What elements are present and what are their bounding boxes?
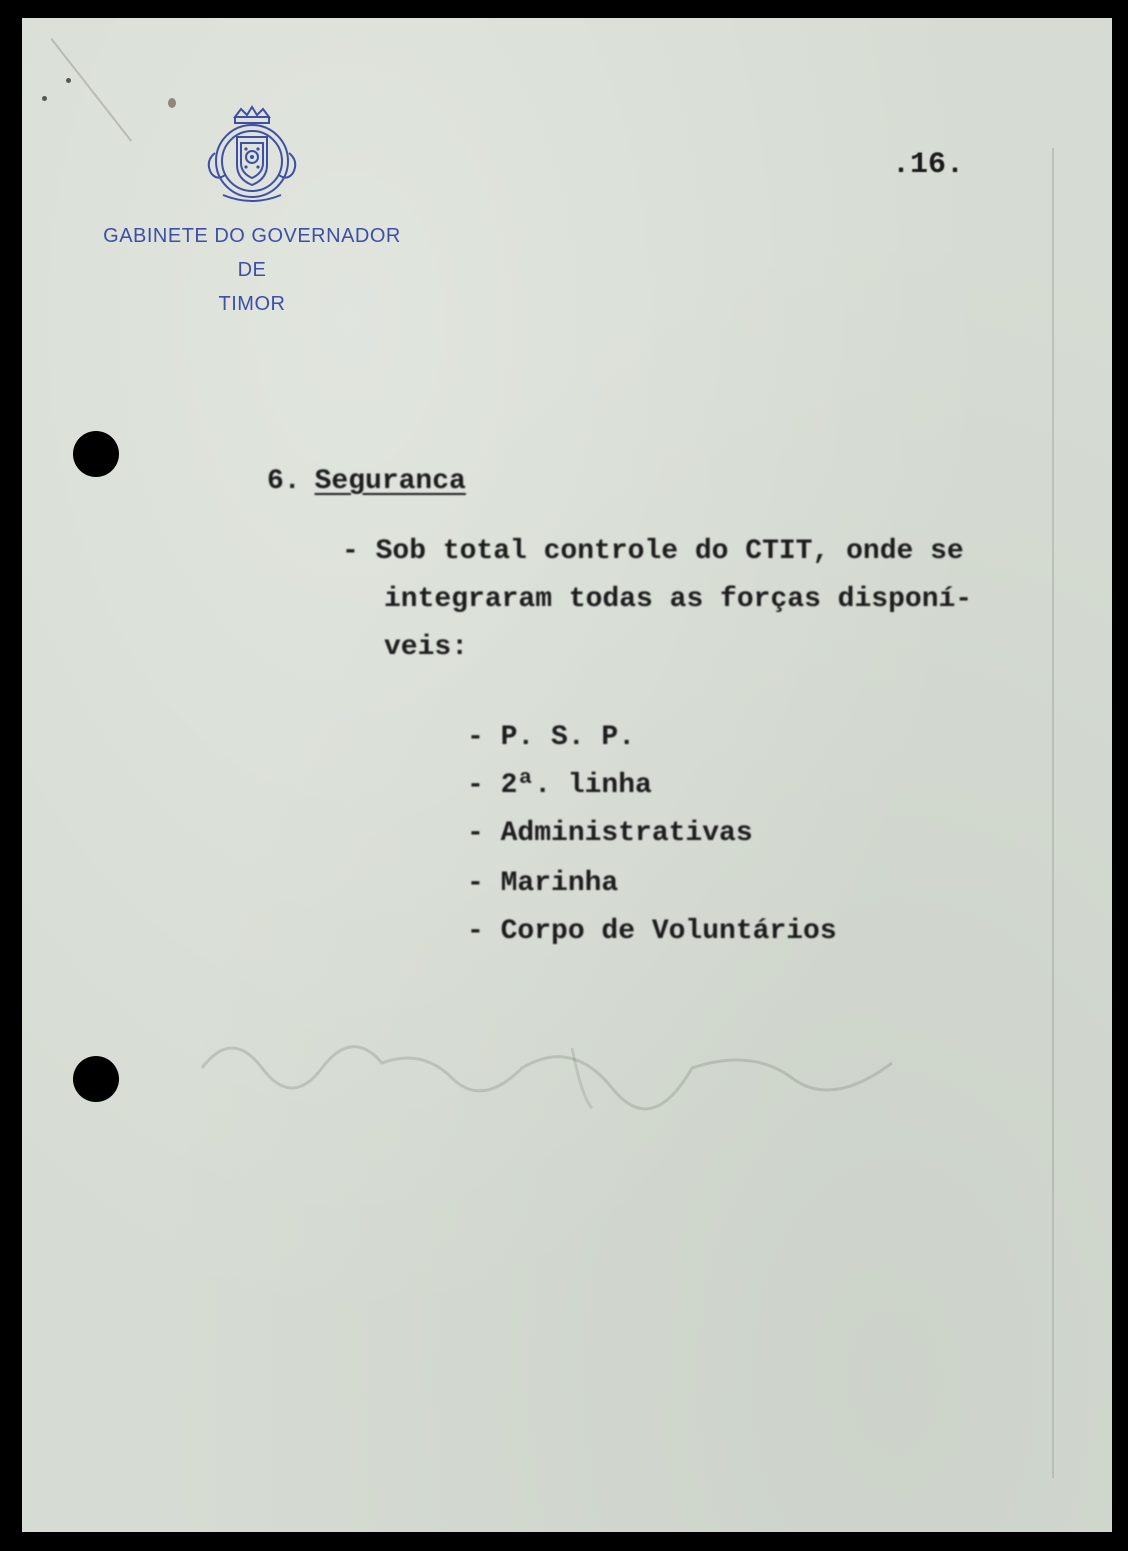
ink-smudge: [66, 78, 71, 83]
letterhead-line-2: DE: [237, 259, 267, 281]
intro-line: integraram todas as forças disponí-: [384, 584, 973, 615]
letterhead-line-3: TIMOR: [218, 293, 286, 315]
ink-smudge: [42, 96, 47, 101]
list-item-force: - Administrativas: [467, 818, 753, 849]
letterhead-line-1: GABINETE DO GOVERNADOR: [103, 225, 401, 247]
punch-hole-top: [73, 431, 119, 477]
letterhead: [72, 103, 432, 321]
intro-line: - Sob total controle do CTIT, onde se: [342, 536, 964, 567]
list-item-force: - P. S. P.: [467, 722, 636, 753]
page-number: .16.: [892, 148, 965, 182]
intro-line: veis:: [384, 632, 469, 663]
paper-fold-line: [1052, 148, 1054, 1478]
list-item-force: - 2ª. linha: [467, 770, 652, 801]
list-item-force: - Marinha: [467, 868, 619, 899]
list-item-force: - Corpo de Voluntários: [467, 916, 837, 947]
document-page: [22, 18, 1112, 1532]
faint-signature-bleed: [192, 1008, 952, 1118]
section-title: Seguranca: [314, 466, 466, 497]
section-heading: [267, 466, 466, 497]
coat-of-arms-seal-icon: [197, 103, 307, 213]
section-number: 6.: [267, 466, 301, 497]
punch-hole-bottom: [73, 1056, 119, 1102]
reverse-side-bleed: [92, 1438, 992, 1508]
